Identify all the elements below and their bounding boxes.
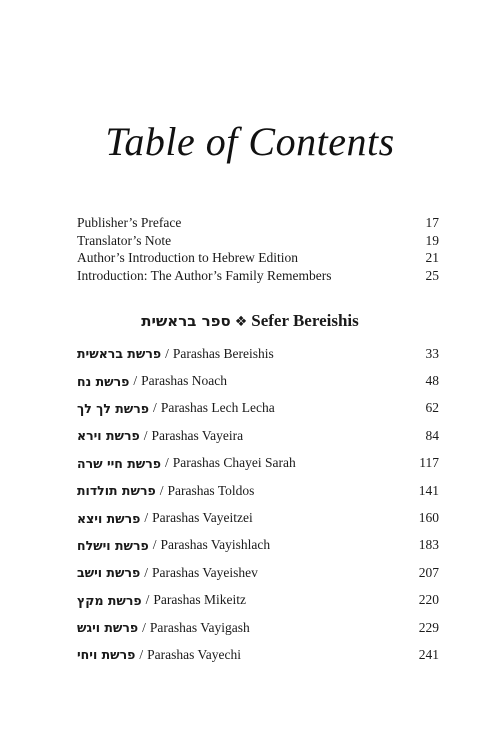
parashas-hebrew: פרשת חיי שרה xyxy=(77,455,162,471)
parashas-item[interactable] xyxy=(77,559,439,586)
parashas-hebrew: פרשת בראשית xyxy=(77,346,162,362)
parashas-hebrew: פרשת ויצא xyxy=(77,510,141,526)
entry-page: 33 xyxy=(425,345,439,361)
parashas-english: Parashas Vayeitzei xyxy=(152,510,253,526)
parashas-item[interactable] xyxy=(77,367,439,394)
parashas-english: Parashas Noach xyxy=(141,373,227,389)
parashas-english: Parashas Chayei Sarah xyxy=(172,455,296,471)
entry-page: 25 xyxy=(425,267,439,283)
entry-page: 220 xyxy=(418,592,439,608)
parashas-item[interactable] xyxy=(77,504,439,531)
slash-separator: / xyxy=(143,427,148,443)
parashas-hebrew: פרשת נח xyxy=(77,373,130,389)
parashas-item[interactable] xyxy=(77,340,439,367)
parashas-hebrew: פרשת וישב xyxy=(77,565,141,581)
slash-separator: / xyxy=(139,646,144,662)
parashas-hebrew: פרשת וירא xyxy=(77,428,140,444)
parashas-list xyxy=(77,340,439,669)
entry-page: 207 xyxy=(418,564,439,580)
parashas-item[interactable] xyxy=(77,641,439,668)
slash-separator: / xyxy=(165,455,169,471)
parashas-english: Parashas Vayeishev xyxy=(151,564,258,580)
parashas-item[interactable] xyxy=(77,395,439,422)
slash-separator: / xyxy=(159,482,164,498)
section-hebrew-title: ספר בראשית xyxy=(141,312,231,330)
front-matter-item[interactable] xyxy=(77,267,439,285)
slash-separator: / xyxy=(133,373,138,389)
parashas-english: Parashas Toldos xyxy=(167,482,255,498)
entry-page: 19 xyxy=(425,232,439,248)
entry-page: 62 xyxy=(425,400,439,416)
parashas-hebrew: פרשת ויחי xyxy=(77,647,136,663)
entry-page: 84 xyxy=(425,427,439,443)
entry-page: 160 xyxy=(418,510,439,526)
parashas-english: Parashas Vayishlach xyxy=(160,537,271,553)
slash-separator: / xyxy=(165,345,169,361)
slash-separator: / xyxy=(145,592,150,608)
parashas-hebrew: פרשת וישלח xyxy=(77,537,149,553)
slash-separator: / xyxy=(144,564,148,580)
parashas-english: Parashas Vayechi xyxy=(147,646,241,662)
parashas-english: Parashas Vayigash xyxy=(149,619,250,635)
parashas-item[interactable] xyxy=(77,614,439,641)
parashas-item[interactable] xyxy=(77,422,439,449)
parashas-hebrew: פרשת מקץ xyxy=(77,592,142,608)
entry-page: 183 xyxy=(418,537,439,553)
entry-page: 48 xyxy=(425,373,439,389)
entry-label: Publisher’s Preface xyxy=(77,215,182,230)
parashas-english: Parashas Lech Lecha xyxy=(160,400,275,416)
slash-separator: / xyxy=(142,619,146,635)
entry-page: 229 xyxy=(418,619,439,635)
page-title: Table of Contents xyxy=(105,119,395,164)
parashas-hebrew: פרשת לך לך xyxy=(77,400,150,416)
section-heading xyxy=(0,311,500,331)
entry-page: 117 xyxy=(419,455,439,471)
entry-label: Translator’s Note xyxy=(77,232,172,248)
parashas-item[interactable] xyxy=(77,587,439,614)
diamond-ornament-icon: ❖ xyxy=(234,314,248,330)
parashas-hebrew: פרשת תולדות xyxy=(77,483,156,499)
front-matter-item[interactable] xyxy=(77,214,439,232)
slash-separator: / xyxy=(153,400,157,416)
parashas-hebrew: פרשת ויגש xyxy=(77,620,139,636)
entry-page: 141 xyxy=(418,482,439,498)
entry-page: 17 xyxy=(425,215,439,230)
section-english-title: Sefer Bereishis xyxy=(251,311,359,330)
parashas-english: Parashas Mikeitz xyxy=(153,592,247,608)
slash-separator: / xyxy=(152,537,157,553)
front-matter-item[interactable] xyxy=(77,232,439,250)
parashas-item[interactable] xyxy=(77,532,439,559)
entry-label: Author’s Introduction to Hebrew Edition xyxy=(77,250,298,265)
entry-page: 21 xyxy=(425,250,439,265)
parashas-english: Parashas Bereishis xyxy=(172,345,274,361)
front-matter-item[interactable] xyxy=(77,249,439,267)
parashas-item[interactable] xyxy=(77,450,439,477)
slash-separator: / xyxy=(144,510,149,526)
parashas-english: Parashas Vayeira xyxy=(151,427,244,443)
entry-label: Introduction: The Author’s Family Remembers xyxy=(77,267,332,283)
entry-page: 241 xyxy=(418,646,439,662)
parashas-item[interactable] xyxy=(77,477,439,504)
front-matter-list xyxy=(77,214,439,284)
